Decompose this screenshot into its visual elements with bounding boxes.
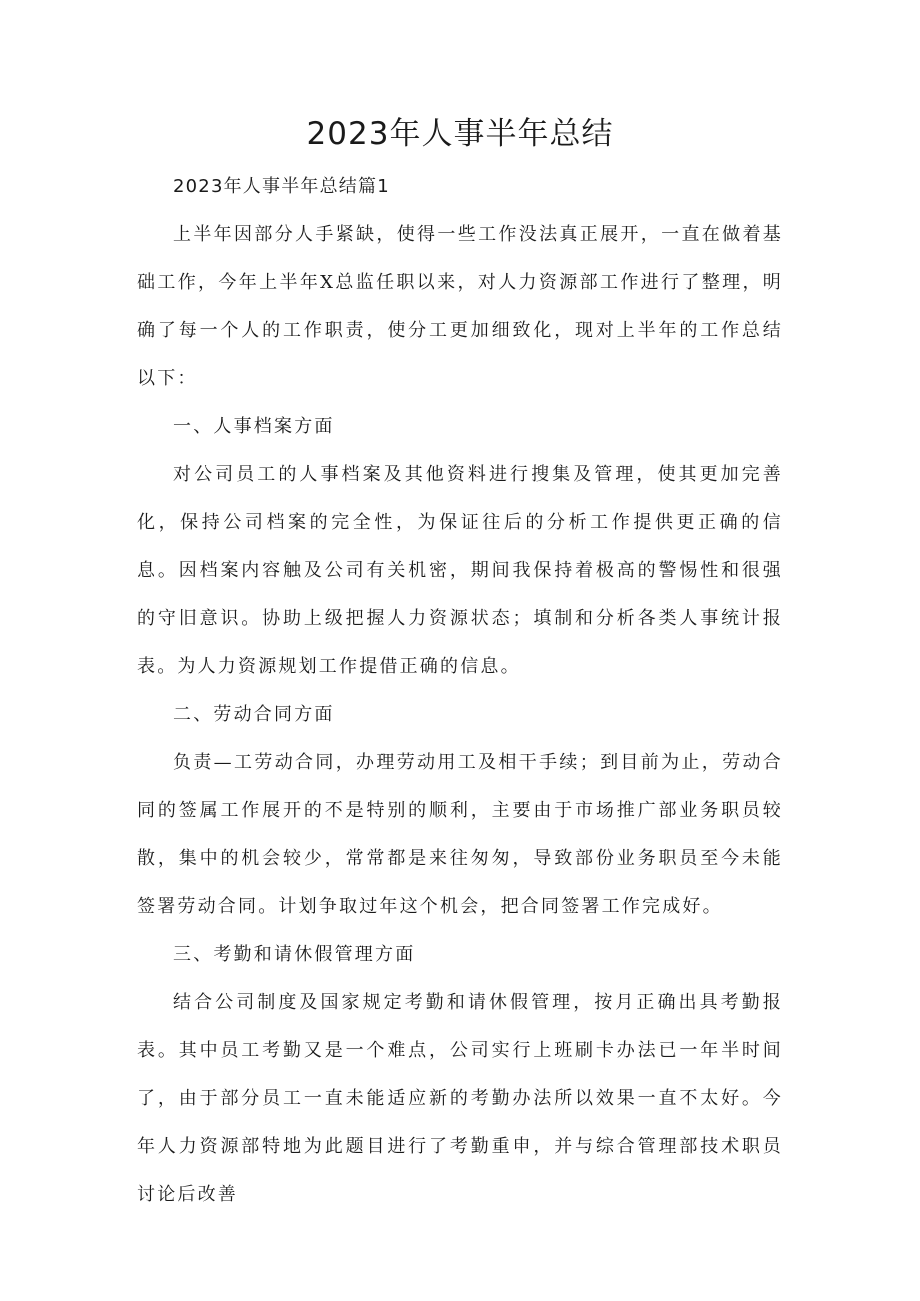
section-heading-personnel-files: 一、人事档案方面 — [173, 416, 335, 437]
paragraph-attendance: 结合公司制度及国家规定考勤和请休假管理，按月正确出具考勤报表。其中员工考勤又是一个难点，公司实行上班刷卡办法已一年半时间了，由于部分员工一直未能适应新的考勤办法所以效果一直不太好。今年人力资源部特地为此题目进行了考勤重申，并与综合管理部技术职员讨论后改善 — [137, 992, 783, 1205]
document-subtitle: 2023年人事半年总结篇1 — [173, 176, 390, 197]
document-title: 2023年人事半年总结 — [306, 116, 614, 152]
paragraph-personnel-files: 对公司员工的人事档案及其他资料进行搜集及管理，使其更加完善化，保持公司档案的完全性，为保证往后的分析工作提供更正确的信息。因档案内容触及公司有关机密，期间我保持着极高的警惕性和很强的守旧意识。协助上级把握人力资源状态；填制和分析各类人事统计报表。为人力资源规划工作提借正确的信息。 — [137, 464, 783, 677]
paragraph-intro: 上半年因部分人手紧缺，使得一些工作没法真正展开，一直在做着基础工作，今年上半年X总监任职以来，对人力资源部工作进行了整理，明确了每一个人的工作职责，使分工更加细致化，现对上半年的工作总结以下： — [137, 224, 783, 389]
section-heading-labor-contracts: 二、劳动合同方面 — [173, 704, 335, 725]
section-heading-attendance: 三、考勤和请休假管理方面 — [173, 944, 416, 965]
document-body — [137, 163, 783, 1219]
paragraph-labor-contracts: 负责—工劳动合同，办理劳动用工及相干手续；到目前为止，劳动合同的签属工作展开的不是特别的顺利，主要由于市场推广部业务职员较散，集中的机会较少，常常都是来往匆匆，导致部份业务职员至今未能签署劳动合同。计划争取过年这个机会，把合同签署工作完成好。 — [137, 752, 783, 917]
